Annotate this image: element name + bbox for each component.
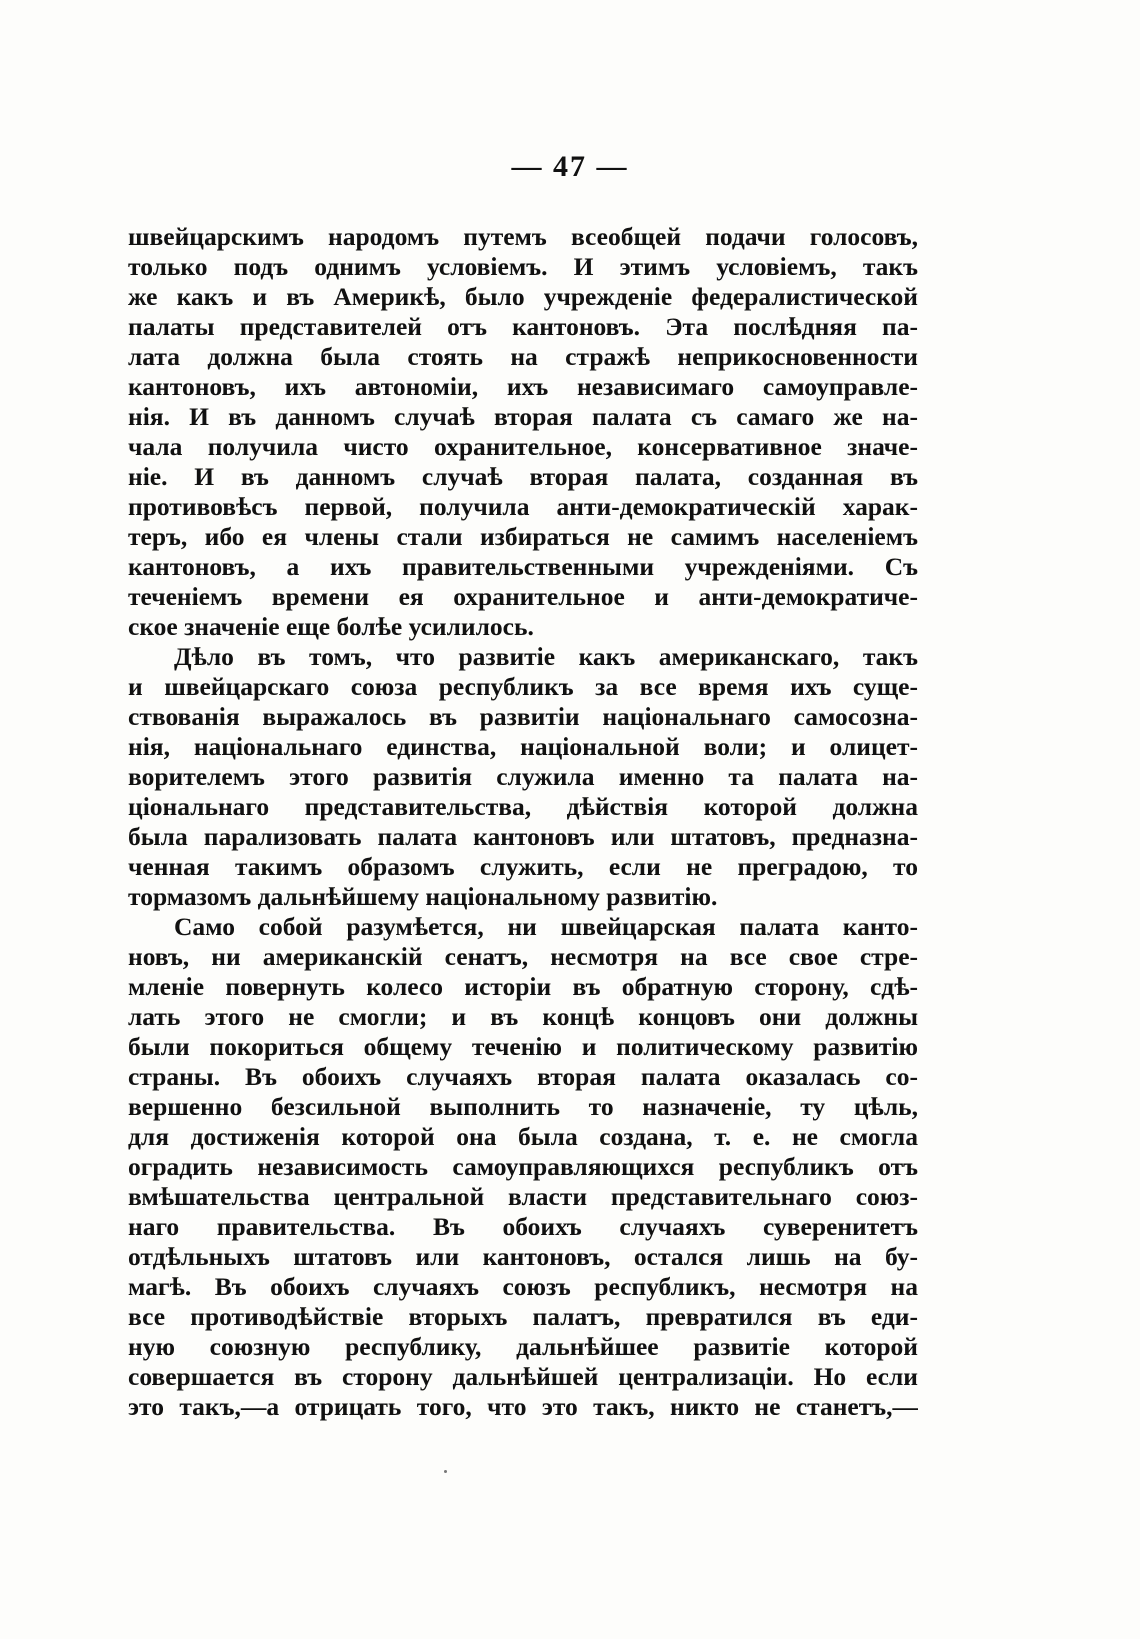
text-line: и швейцарскаго союза республикъ за все время ихъ суще- <box>128 672 918 701</box>
text-line: новъ, ни американскій сенатъ, несмотря на все свое стре- <box>128 942 918 971</box>
text-line: палаты представителей отъ кантоновъ. Эта послѣдняя па- <box>128 312 918 341</box>
text-line: ніе. И въ данномъ случаѣ вторая палата, созданная въ <box>128 462 918 491</box>
body-text <box>128 222 918 1422</box>
text-line: нія. И въ данномъ случаѣ вторая палата съ самаго же на- <box>128 402 918 431</box>
page-number: — 47 — <box>511 150 629 183</box>
text-line: швейцарскимъ народомъ путемъ всеобщей подачи голосовъ, <box>128 222 918 251</box>
text-line: теченіемъ времени ея охранительное и анти-демократиче- <box>128 582 918 611</box>
paragraph-start-line: Само собой разумѣется, ни швейцарская палата канто- <box>174 912 918 941</box>
text-line: страны. Въ обоихъ случаяхъ вторая палата оказалась со- <box>128 1062 918 1091</box>
text-line: отдѣльныхъ штатовъ или кантоновъ, остался лишь на бу- <box>128 1242 918 1271</box>
text-line: кантоновъ, а ихъ правительственными учрежденіями. Съ <box>128 552 918 581</box>
text-line: магѣ. Въ обоихъ случаяхъ союзъ республикъ, несмотря на <box>128 1272 918 1301</box>
print-speck <box>444 1470 447 1473</box>
text-line: нія, національнаго единства, національной воли; и олицет- <box>128 732 918 761</box>
text-line: это такъ,—а отрицать того, что это такъ, никто не станетъ,— <box>128 1392 918 1421</box>
text-line: вмѣшательства центральной власти представительнаго союз- <box>128 1182 918 1211</box>
text-line: ченная такимъ образомъ служить, если не преградою, то <box>128 852 918 881</box>
text-line: оградить независимость самоуправляющихся республикъ отъ <box>128 1152 918 1181</box>
text-line: была парализовать палата кантоновъ или штатовъ, предназна- <box>128 822 918 851</box>
text-line: вершенно безсильной выполнить то назначеніе, ту цѣль, <box>128 1092 918 1121</box>
text-line: для достиженія которой она была создана, т. е. не смогла <box>128 1122 918 1151</box>
text-line: лать этого не смогли; и въ концѣ концовъ они должны <box>128 1002 918 1031</box>
text-line: чала получила чисто охранительное, консервативное значе- <box>128 432 918 461</box>
text-line: противовѣсъ первой, получила анти-демократическій харак- <box>128 492 918 521</box>
paragraph-end-line: тормазомъ дальнѣйшему національному развитію. <box>128 882 718 911</box>
text-line: кантоновъ, ихъ автономіи, ихъ независимаго самоуправле- <box>128 372 918 401</box>
text-line: же какъ и въ Америкѣ, было учрежденіе федералистической <box>128 282 918 311</box>
paragraph-start-line: Дѣло въ томъ, что развитіе какъ американскаго, такъ <box>174 642 918 671</box>
text-line: ворителемъ этого развитія служила именно та палата на- <box>128 762 918 791</box>
text-line: лата должна была стоять на стражѣ неприкосновенности <box>128 342 918 371</box>
text-line: ціональнаго представительства, дѣйствія которой должна <box>128 792 918 821</box>
text-line: наго правительства. Въ обоихъ случаяхъ суверенитетъ <box>128 1212 918 1241</box>
paragraph-end-line: ское значеніе еще болѣе усилилось. <box>128 612 534 641</box>
text-line: ную союзную республику, дальнѣйшее развитіе которой <box>128 1332 918 1361</box>
text-line: мленіе повернуть колесо исторіи въ обратную сторону, сдѣ- <box>128 972 918 1001</box>
text-line: все противодѣйствіе вторыхъ палатъ, превратился въ еди- <box>128 1302 918 1331</box>
text-line: теръ, ибо ея члены стали избираться не самимъ населеніемъ <box>128 522 918 551</box>
text-line: совершается въ сторону дальнѣйшей централизаціи. Но если <box>128 1362 918 1391</box>
text-line: только подъ однимъ условіемъ. И этимъ условіемъ, такъ <box>128 252 918 281</box>
text-line: были покориться общему теченію и политическому развитію <box>128 1032 918 1061</box>
text-line: ствованія выражалось въ развитіи національнаго самосозна- <box>128 702 918 731</box>
